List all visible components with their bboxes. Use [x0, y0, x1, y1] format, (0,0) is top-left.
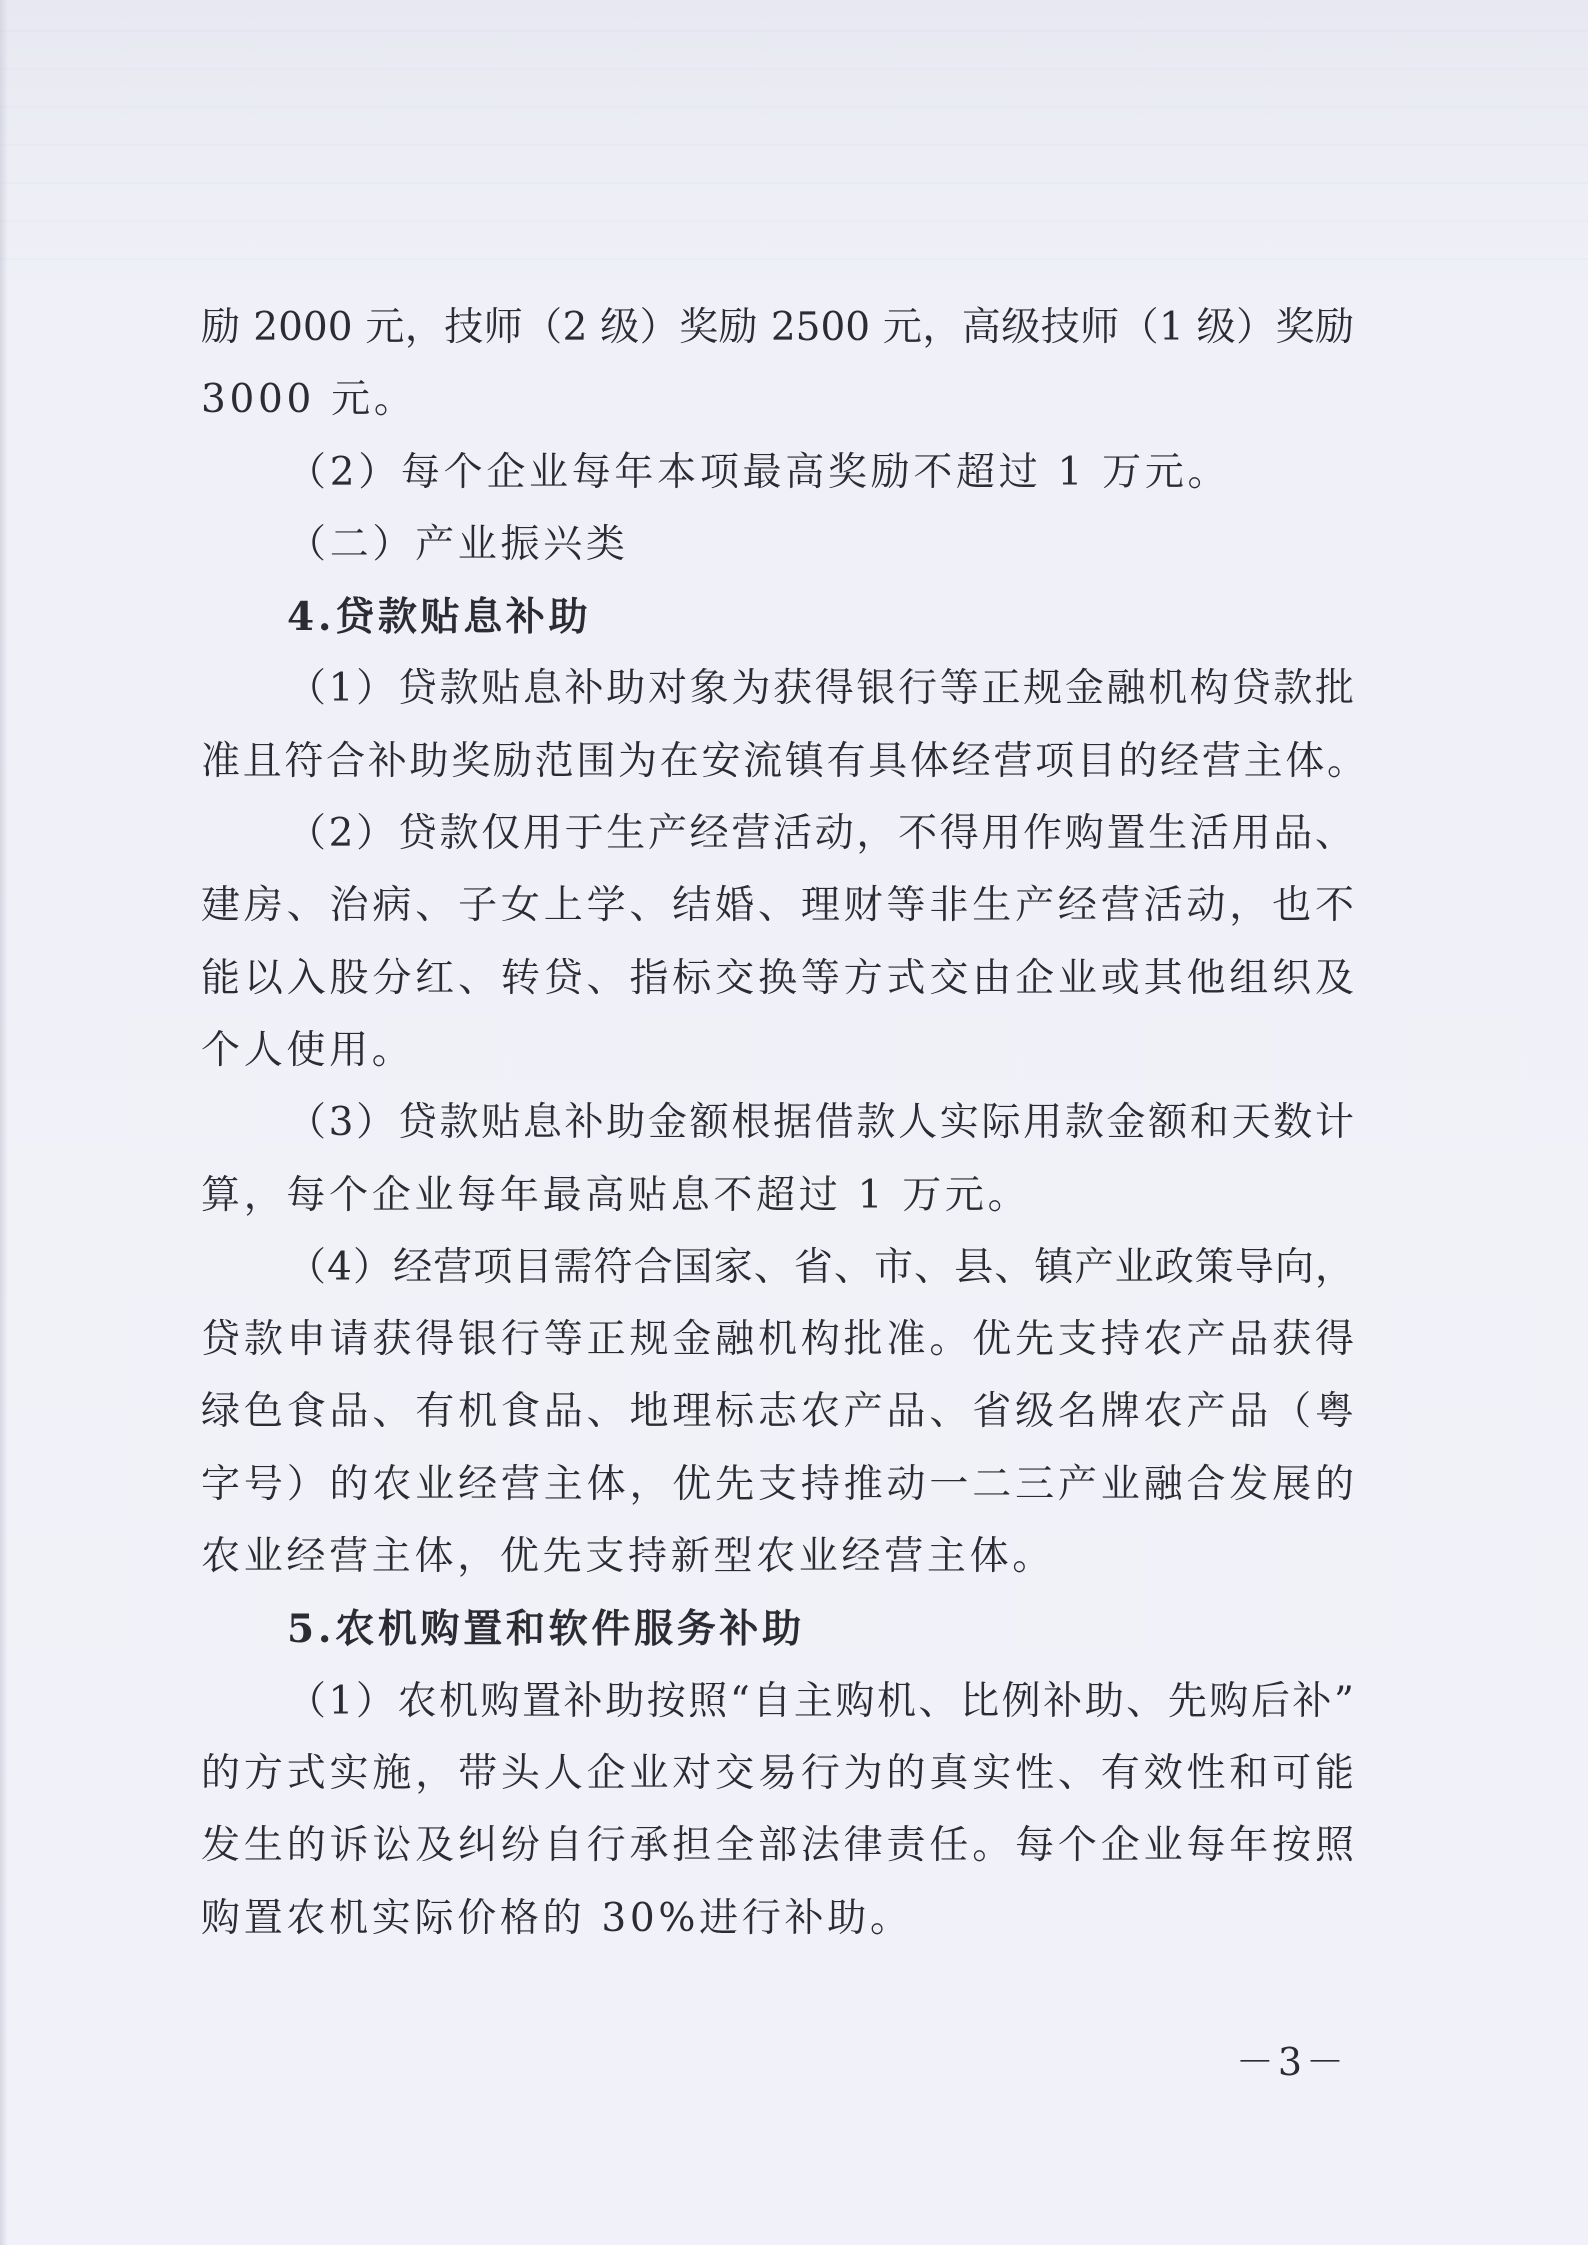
scan-edge-shadow [0, 0, 8, 2245]
text-line: （4）经营项目需符合国家、省、市、县、镇产业政策导向， [287, 1244, 1354, 1290]
text-line: 购置农机实际价格的 30%进行补助。 [201, 1895, 913, 1941]
text-line: 算，每个企业每年最高贴息不超过 1 万元。 [201, 1172, 1031, 1218]
text-line: 绿色食品、有机食品、地理标志农产品、省级名牌农产品（粤 [201, 1389, 1354, 1435]
text-line: 的方式实施，带头人企业对交易行为的真实性、有效性和可能 [201, 1750, 1354, 1796]
body-text [201, 292, 1366, 1955]
text-line: （1）贷款贴息补助对象为获得银行等正规金融机构贷款批 [287, 666, 1354, 712]
text-line: 建房、治病、子女上学、结婚、理财等非生产经营活动，也不 [201, 883, 1354, 929]
text-line: 农业经营主体，优先支持新型农业经营主体。 [201, 1534, 1056, 1580]
text-line: 发生的诉讼及纠纷自行承担全部法律责任。每个企业每年按照 [201, 1823, 1354, 1869]
section-heading: （二）产业振兴类 [287, 521, 629, 567]
text-line: （2）贷款仅用于生产经营活动，不得用作购置生活用品、 [287, 811, 1354, 857]
scan-artifact-band [0, 30, 1588, 260]
text-line: 能以入股分红、转贷、指标交换等方式交由企业或其他组织及 [201, 955, 1354, 1001]
subsection-heading: 4.贷款贴息补助 [287, 594, 592, 641]
text-line: 准且符合补助奖励范围为在安流镇有具体经营项目的经营主体。 [201, 738, 1366, 784]
text-line: 贷款申请获得银行等正规金融机构批准。优先支持农产品获得 [201, 1317, 1354, 1363]
text-line: （2）每个企业每年本项最高奖励不超过 1 万元。 [287, 449, 1231, 495]
text-line: （3）贷款贴息补助金额根据借款人实际用款金额和天数计 [287, 1100, 1354, 1146]
text-line: 3000 元。 [201, 377, 417, 423]
subsection-heading: 5.农机购置和软件服务补助 [287, 1606, 805, 1653]
text-line: （1）农机购置补助按照“自主购机、比例补助、先购后补” [287, 1678, 1354, 1724]
text-line: 励 2000 元，技师（2 级）奖励 2500 元，高级技师（1 级）奖励 [201, 305, 1354, 350]
text-line: 字号）的农业经营主体，优先支持推动一二三产业融合发展的 [201, 1461, 1354, 1507]
text-line: 个人使用。 [201, 1027, 415, 1073]
page-number: －3－ [1235, 2040, 1348, 2084]
